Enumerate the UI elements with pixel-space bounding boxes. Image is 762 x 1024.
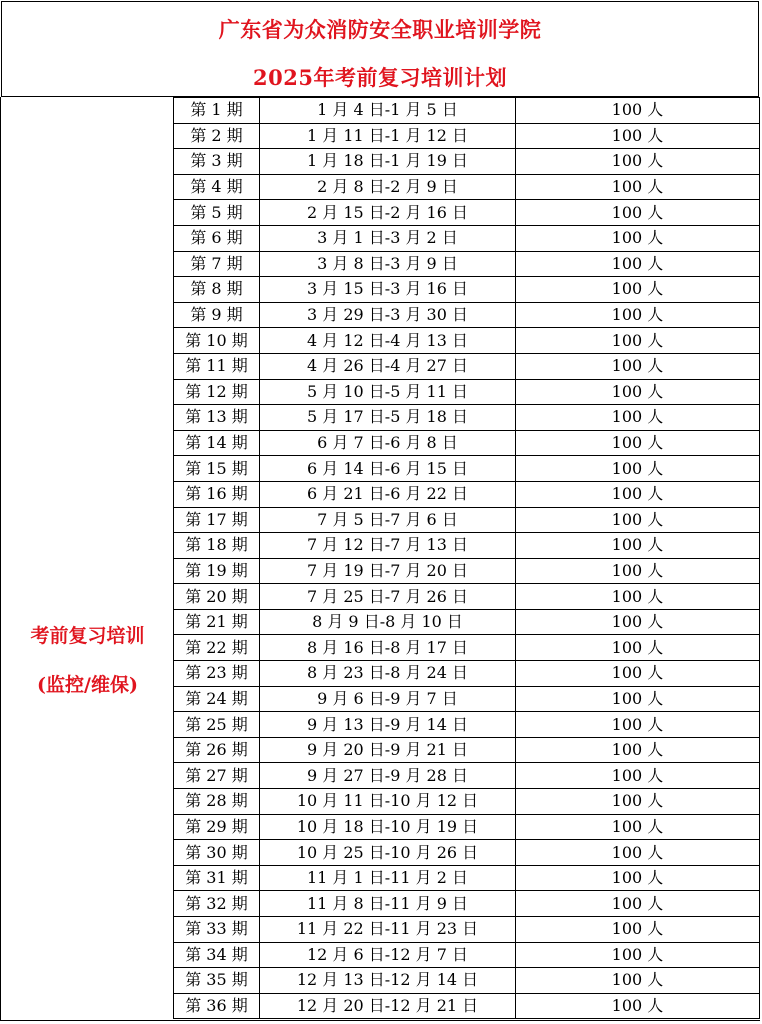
period-cell: 第 7 期 [174, 251, 260, 277]
table-row [174, 353, 760, 379]
count-cell: 100 人 [516, 661, 760, 687]
dates-cell: 11 月 22 日-11 月 23 日 [260, 917, 516, 943]
period-cell: 第 2 期 [174, 123, 260, 149]
bottom-border [0, 1020, 760, 1021]
dates-cell: 3 月 15 日-3 月 16 日 [260, 277, 516, 303]
period-cell: 第 29 期 [174, 814, 260, 840]
table-row [174, 789, 760, 815]
period-cell: 第 16 期 [174, 481, 260, 507]
count-cell: 100 人 [516, 763, 760, 789]
table-row [174, 251, 760, 277]
plan-title: 2025年考前复习培训计划 [253, 65, 507, 90]
dates-cell: 2 月 8 日-2 月 9 日 [260, 174, 516, 200]
count-cell: 100 人 [516, 98, 760, 124]
category-label: 考前复习培训 [30, 625, 145, 647]
count-cell: 100 人 [516, 789, 760, 815]
period-cell: 第 17 期 [174, 507, 260, 533]
count-cell: 100 人 [516, 993, 760, 1019]
dates-cell: 4 月 12 日-4 月 13 日 [260, 328, 516, 354]
count-cell: 100 人 [516, 968, 760, 994]
count-cell: 100 人 [516, 635, 760, 661]
period-cell: 第 15 期 [174, 456, 260, 482]
count-cell: 100 人 [516, 507, 760, 533]
count-cell: 100 人 [516, 865, 760, 891]
table-row [174, 405, 760, 431]
table-row [174, 584, 760, 610]
period-cell: 第 8 期 [174, 277, 260, 303]
period-cell: 第 10 期 [174, 328, 260, 354]
table-row [174, 533, 760, 559]
period-cell: 第 31 期 [174, 865, 260, 891]
count-cell: 100 人 [516, 353, 760, 379]
table-row [174, 149, 760, 175]
period-cell: 第 9 期 [174, 302, 260, 328]
dates-cell: 7 月 12 日-7 月 13 日 [260, 533, 516, 559]
table-row [174, 686, 760, 712]
count-cell: 100 人 [516, 942, 760, 968]
period-cell: 第 22 期 [174, 635, 260, 661]
period-cell: 第 36 期 [174, 993, 260, 1019]
school-title: 广东省为众消防安全职业培训学院 [218, 17, 542, 42]
count-cell: 100 人 [516, 302, 760, 328]
table-row [174, 661, 760, 687]
dates-cell: 9 月 27 日-9 月 28 日 [260, 763, 516, 789]
dates-cell: 12 月 20 日-12 月 21 日 [260, 993, 516, 1019]
count-cell: 100 人 [516, 814, 760, 840]
count-cell: 100 人 [516, 379, 760, 405]
dates-cell: 2 月 15 日-2 月 16 日 [260, 200, 516, 226]
dates-cell: 6 月 14 日-6 月 15 日 [260, 456, 516, 482]
dates-cell: 5 月 10 日-5 月 11 日 [260, 379, 516, 405]
dates-cell: 6 月 7 日-6 月 8 日 [260, 430, 516, 456]
dates-cell: 10 月 11 日-10 月 12 日 [260, 789, 516, 815]
dates-cell: 3 月 29 日-3 月 30 日 [260, 302, 516, 328]
count-cell: 100 人 [516, 584, 760, 610]
dates-cell: 8 月 23 日-8 月 24 日 [260, 661, 516, 687]
table-row [174, 993, 760, 1019]
category-cell [0, 97, 173, 1021]
table-row [174, 123, 760, 149]
table-row [174, 277, 760, 303]
table-row [174, 200, 760, 226]
table-row [174, 942, 760, 968]
table-row [174, 507, 760, 533]
table-row [174, 558, 760, 584]
period-cell: 第 3 期 [174, 149, 260, 175]
period-cell: 第 24 期 [174, 686, 260, 712]
table-row [174, 174, 760, 200]
period-cell: 第 28 期 [174, 789, 260, 815]
count-cell: 100 人 [516, 609, 760, 635]
count-cell: 100 人 [516, 481, 760, 507]
period-cell: 第 12 期 [174, 379, 260, 405]
dates-cell: 9 月 13 日-9 月 14 日 [260, 712, 516, 738]
count-cell: 100 人 [516, 174, 760, 200]
table-row [174, 328, 760, 354]
count-cell: 100 人 [516, 558, 760, 584]
table-row [174, 302, 760, 328]
period-cell: 第 32 期 [174, 891, 260, 917]
count-cell: 100 人 [516, 840, 760, 866]
dates-cell: 1 月 4 日-1 月 5 日 [260, 98, 516, 124]
count-cell: 100 人 [516, 149, 760, 175]
table-row [174, 917, 760, 943]
table-row [174, 840, 760, 866]
count-cell: 100 人 [516, 277, 760, 303]
table-row [174, 430, 760, 456]
table-row [174, 814, 760, 840]
dates-cell: 1 月 11 日-1 月 12 日 [260, 123, 516, 149]
count-cell: 100 人 [516, 712, 760, 738]
table-row [174, 968, 760, 994]
count-cell: 100 人 [516, 533, 760, 559]
period-cell: 第 21 期 [174, 609, 260, 635]
dates-cell: 11 月 1 日-11 月 2 日 [260, 865, 516, 891]
period-cell: 第 19 期 [174, 558, 260, 584]
dates-cell: 9 月 20 日-9 月 21 日 [260, 737, 516, 763]
count-cell: 100 人 [516, 456, 760, 482]
dates-cell: 9 月 6 日-9 月 7 日 [260, 686, 516, 712]
period-cell: 第 30 期 [174, 840, 260, 866]
table-row [174, 456, 760, 482]
dates-cell: 10 月 18 日-10 月 19 日 [260, 814, 516, 840]
period-cell: 第 11 期 [174, 353, 260, 379]
table-row [174, 98, 760, 124]
category-sublabel: (监控/维保) [37, 674, 138, 696]
dates-cell: 3 月 8 日-3 月 9 日 [260, 251, 516, 277]
dates-cell: 8 月 16 日-8 月 17 日 [260, 635, 516, 661]
dates-cell: 7 月 25 日-7 月 26 日 [260, 584, 516, 610]
period-cell: 第 13 期 [174, 405, 260, 431]
table-row [174, 712, 760, 738]
period-cell: 第 6 期 [174, 225, 260, 251]
count-cell: 100 人 [516, 200, 760, 226]
table-row [174, 891, 760, 917]
dates-cell: 10 月 25 日-10 月 26 日 [260, 840, 516, 866]
document-header [1, 1, 759, 97]
table-row [174, 763, 760, 789]
table-row [174, 481, 760, 507]
table-row [174, 225, 760, 251]
count-cell: 100 人 [516, 123, 760, 149]
period-cell: 第 4 期 [174, 174, 260, 200]
table-row [174, 609, 760, 635]
table-row [174, 635, 760, 661]
period-cell: 第 26 期 [174, 737, 260, 763]
count-cell: 100 人 [516, 891, 760, 917]
dates-cell: 4 月 26 日-4 月 27 日 [260, 353, 516, 379]
dates-cell: 1 月 18 日-1 月 19 日 [260, 149, 516, 175]
period-cell: 第 27 期 [174, 763, 260, 789]
count-cell: 100 人 [516, 917, 760, 943]
period-cell: 第 34 期 [174, 942, 260, 968]
table-row [174, 379, 760, 405]
count-cell: 100 人 [516, 225, 760, 251]
dates-cell: 7 月 19 日-7 月 20 日 [260, 558, 516, 584]
count-cell: 100 人 [516, 686, 760, 712]
dates-cell: 3 月 1 日-3 月 2 日 [260, 225, 516, 251]
dates-cell: 8 月 9 日-8 月 10 日 [260, 609, 516, 635]
count-cell: 100 人 [516, 405, 760, 431]
period-cell: 第 23 期 [174, 661, 260, 687]
schedule-table [173, 97, 760, 1019]
count-cell: 100 人 [516, 737, 760, 763]
period-cell: 第 20 期 [174, 584, 260, 610]
period-cell: 第 35 期 [174, 968, 260, 994]
period-cell: 第 33 期 [174, 917, 260, 943]
dates-cell: 12 月 13 日-12 月 14 日 [260, 968, 516, 994]
schedule-table-body [174, 98, 760, 1019]
dates-cell: 11 月 8 日-11 月 9 日 [260, 891, 516, 917]
dates-cell: 12 月 6 日-12 月 7 日 [260, 942, 516, 968]
period-cell: 第 14 期 [174, 430, 260, 456]
period-cell: 第 1 期 [174, 98, 260, 124]
count-cell: 100 人 [516, 251, 760, 277]
count-cell: 100 人 [516, 328, 760, 354]
table-row [174, 865, 760, 891]
period-cell: 第 5 期 [174, 200, 260, 226]
period-cell: 第 18 期 [174, 533, 260, 559]
table-row [174, 737, 760, 763]
dates-cell: 7 月 5 日-7 月 6 日 [260, 507, 516, 533]
dates-cell: 6 月 21 日-6 月 22 日 [260, 481, 516, 507]
count-cell: 100 人 [516, 430, 760, 456]
period-cell: 第 25 期 [174, 712, 260, 738]
dates-cell: 5 月 17 日-5 月 18 日 [260, 405, 516, 431]
